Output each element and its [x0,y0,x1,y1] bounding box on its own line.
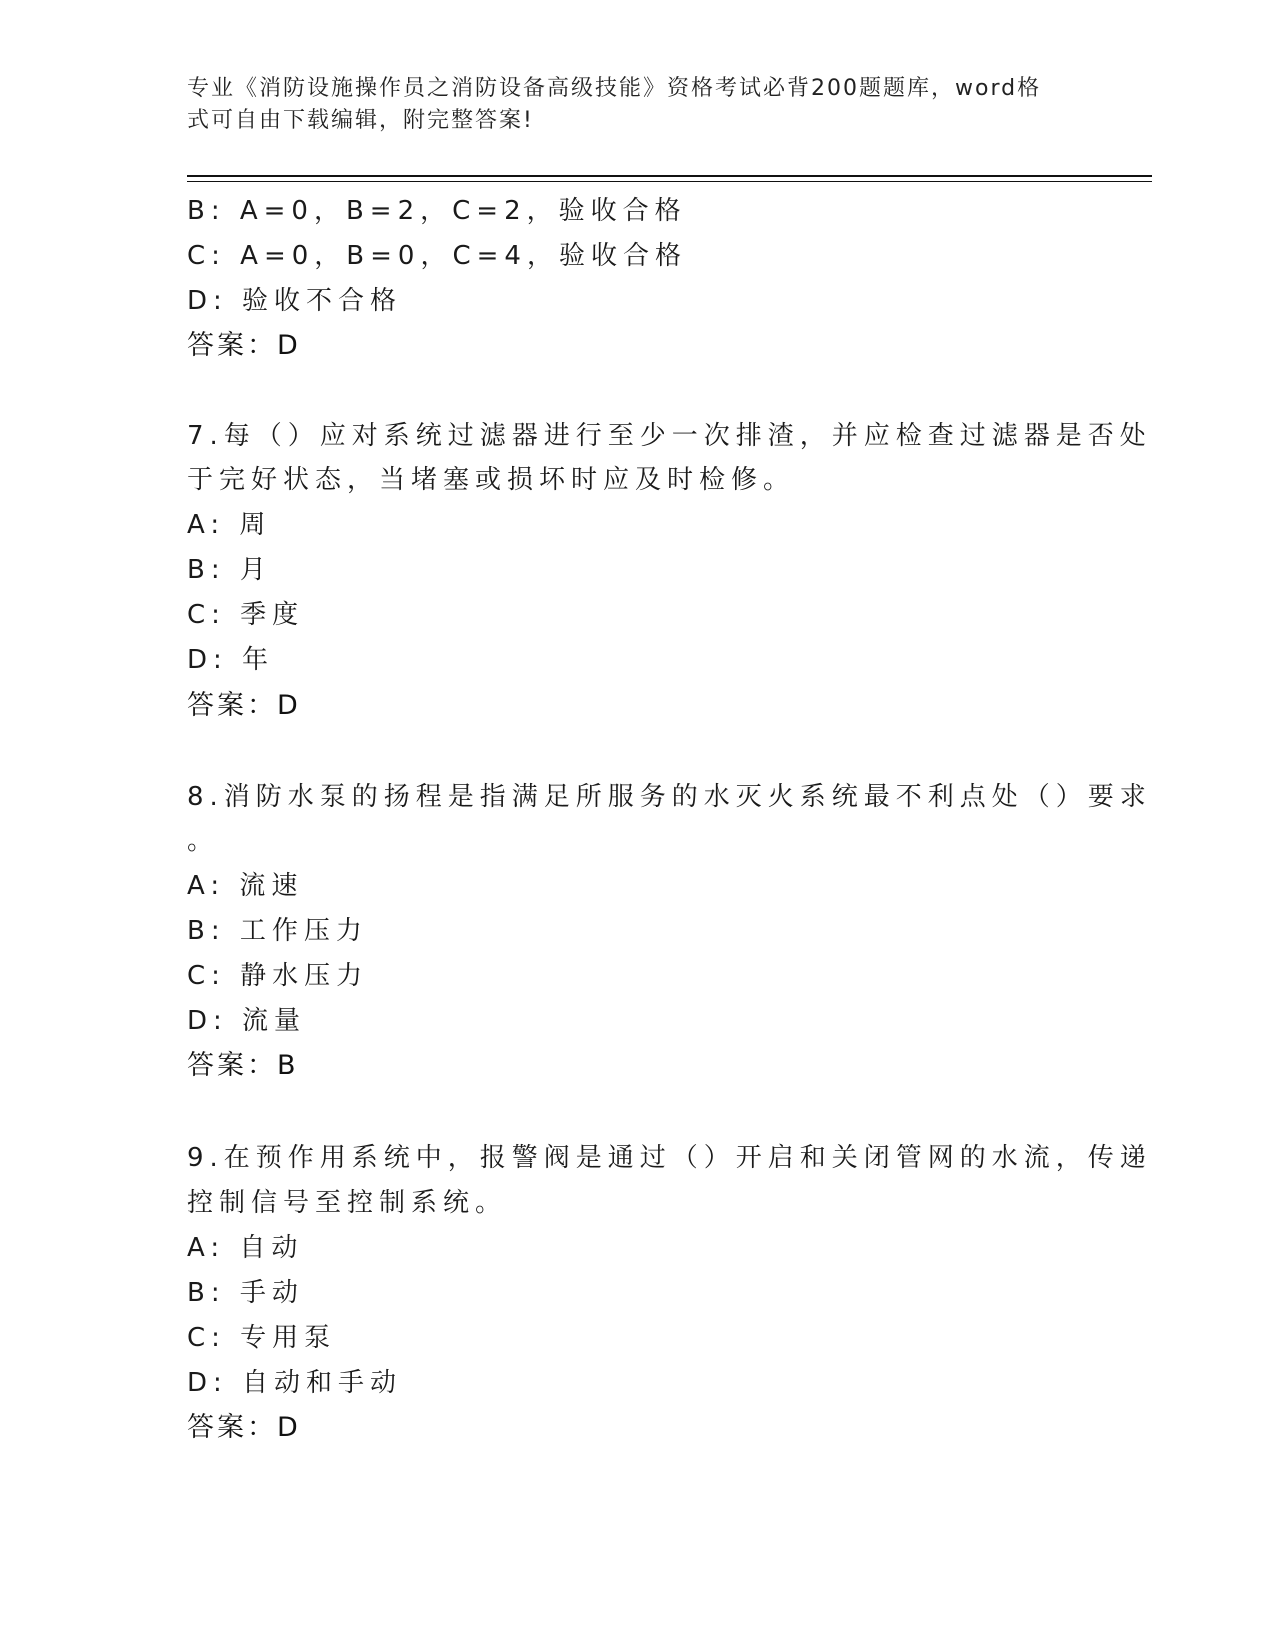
q7-stem-line-2: 于完好状态，当堵塞或损坏时应及时检修。 [187,465,796,495]
q7-option-b: B: 月 [187,555,272,585]
document-header [187,73,1067,137]
q8-option-a: A: 流速 [187,871,304,901]
q9-stem-line-2: 控制信号至控制系统。 [187,1188,508,1218]
q8-option-b: B: 工作压力 [187,916,368,946]
q9-option-b: B: 手动 [187,1278,304,1308]
q8-option-d: D: 流量 [187,1006,307,1036]
header-divider-bottom [187,181,1152,182]
header-line-2: 式可自由下载编辑，附完整答案! [187,108,534,133]
q8-stem-line-1: 8.消防水泵的扬程是指满足所服务的水灭火系统最不利点处（）要求 [187,782,1152,812]
q6-option-c: C: A=0，B=0，C=4，验收合格 [187,241,687,271]
q6-option-d: D: 验收不合格 [187,286,403,316]
q9-answer: 答案：D [187,1412,301,1443]
q7-option-d: D: 年 [187,645,275,675]
q6-answer: 答案：D [187,330,301,361]
q9-option-d: D: 自动和手动 [187,1368,403,1398]
q7-option-c: C: 季度 [187,600,305,630]
header-divider-top [187,175,1152,177]
q8-option-c: C: 静水压力 [187,961,369,991]
q7-stem-line-1: 7.每（）应对系统过滤器进行至少一次排渣，并应检查过滤器是否处 [187,421,1152,451]
q8-stem-line-2: 。 [187,826,220,856]
header-line-1: 专业《消防设施操作员之消防设备高级技能》资格考试必背200题题库，word格 [187,76,1042,101]
q7-option-a: A: 周 [187,510,272,540]
q7-answer: 答案：D [187,690,301,721]
q9-option-c: C: 专用泵 [187,1323,337,1353]
q9-option-a: A: 自动 [187,1233,304,1263]
q8-answer: 答案：B [187,1050,299,1081]
q6-option-b: B: A=0，B=2，C=2，验收合格 [187,196,687,226]
q9-stem-line-1: 9.在预作用系统中，报警阀是通过（）开启和关闭管网的水流，传递 [187,1143,1152,1173]
